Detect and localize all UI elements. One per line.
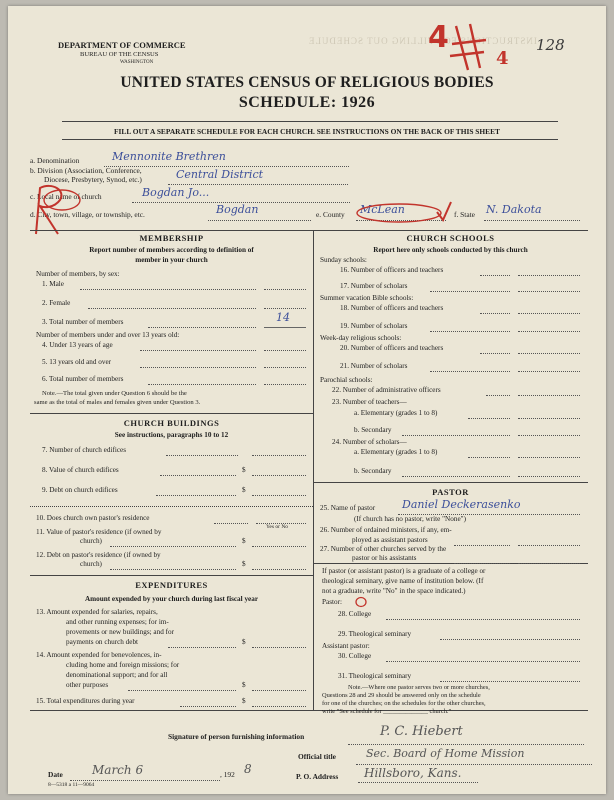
- membership-heading: MEMBERSHIP: [139, 233, 204, 243]
- summer-label: Summer vacation Bible schools:: [320, 294, 414, 302]
- q25-label: 25. Name of pastor: [320, 504, 376, 512]
- q5-leader: [140, 367, 256, 368]
- pastor-note-3: for one of the churches; on the schedules for the other churches,: [322, 700, 486, 707]
- q12-label: 12. Debt on pastor's residence (if owned by: [36, 551, 161, 559]
- q30-label: 30. College: [338, 652, 372, 660]
- q15-label: 15. Total expenditures during year: [36, 697, 135, 705]
- column-divider: [313, 230, 314, 710]
- schools-sub: Report here only schools conducted by this church: [373, 246, 528, 254]
- q12-label-2: church): [80, 560, 102, 568]
- city-town-value: Bogdan: [216, 203, 259, 216]
- bleed-through-text: INSTRUCTIONS FOR FILLING OUT SCHEDULE: [308, 36, 537, 46]
- q23b-answer: [518, 435, 580, 436]
- q7-label: 7. Number of church edifices: [42, 446, 127, 454]
- q23b-leader: [402, 435, 510, 436]
- q6-label: 6. Total number of members: [42, 375, 124, 383]
- department-label: DEPARTMENT OF COMMERCE: [58, 40, 186, 50]
- q14-label-2: cluding home and foreign missions; for: [66, 661, 180, 669]
- county-label: e. County: [316, 210, 345, 219]
- q3-label: 3. Total number of members: [42, 318, 124, 326]
- q14-answer: [252, 690, 306, 691]
- q23a-answer: [518, 418, 580, 419]
- q21-answer: [518, 371, 580, 372]
- q7-answer: [252, 455, 306, 456]
- membership-sub1: Report number of members according to definition of: [89, 246, 254, 254]
- graduate-line-2: theological seminary, give name of institution below. (If: [322, 577, 484, 585]
- handwritten-mark-4: 4: [496, 48, 509, 69]
- q12-dollar: $: [242, 560, 246, 568]
- division-line: [168, 184, 348, 185]
- q19-leader: [430, 331, 510, 332]
- q13-label: 13. Amount expended for salaries, repairs,: [36, 608, 158, 616]
- state-value: N. Dakota: [486, 203, 542, 216]
- expenditures-sub: Amount expended by your church during last fiscal year: [84, 595, 259, 603]
- city-label: WASHINGTON: [120, 60, 154, 65]
- q11-leader: [110, 546, 236, 547]
- q17-leader: [430, 291, 510, 292]
- red-county-circle-icon: [353, 200, 453, 226]
- yes-no-label: Yes or No: [266, 524, 289, 530]
- division-value: Central District: [176, 168, 264, 181]
- q24a-leader: [468, 457, 510, 458]
- expenditures-rule: [30, 575, 313, 576]
- q19-answer: [518, 331, 580, 332]
- membership-sub2: member in your church: [135, 256, 208, 264]
- q4-label: 4. Under 13 years of age: [42, 341, 113, 349]
- q15-leader: [180, 706, 236, 707]
- q23a-label: a. Elementary (grades 1 to 8): [354, 409, 438, 417]
- expenditures-heading: EXPENDITURES: [135, 580, 208, 590]
- q25-note: (If church has no pastor, write "None"): [354, 515, 466, 523]
- frame-bottom: [30, 710, 588, 711]
- q2-leader: [88, 308, 256, 309]
- po-address-value: Hillsboro, Kans.: [364, 766, 462, 780]
- division-label-2: Diocese, Presbytery, Synod, etc.): [44, 175, 142, 184]
- membership-note-2: same as the total of males and females given under Question 3.: [34, 399, 201, 406]
- q16-leader: [480, 275, 510, 276]
- city-town-label: d. City, town, village, or township, etc.: [30, 210, 145, 219]
- signature-value: P. C. Hiebert: [380, 724, 463, 739]
- q14-label: 14. Amount expended for benevolences, in-: [36, 651, 162, 659]
- signature-label: Signature of person furnishing information: [168, 732, 305, 741]
- q16-answer: [518, 275, 580, 276]
- q24-label: 24. Number of scholars—: [332, 438, 407, 446]
- membership-note-1: Note.—The total given under Question 6 should be the: [42, 390, 187, 397]
- q28-label: 28. College: [338, 610, 372, 618]
- local-name-label: c. Local name of church: [30, 192, 102, 201]
- instruction-line: FILL OUT A SEPARATE SCHEDULE FOR EACH CHURCH. SEE INSTRUCTIONS ON THE BACK OF THIS SHEET: [114, 127, 500, 136]
- q2-label: 2. Female: [42, 299, 71, 307]
- q16-label: 16. Number of officers and teachers: [340, 266, 444, 274]
- division-label: b. Division (Association, Conference,: [30, 166, 142, 175]
- q13-label-3: provements or new buildings; and for: [66, 628, 174, 636]
- signature-line: [348, 744, 584, 745]
- pastor-rule: [313, 482, 588, 483]
- buildings-sub: See instructions, paragraphs 10 to 12: [114, 431, 229, 439]
- pastor-note-4: write "See schedule for ______________ church.": [322, 708, 452, 715]
- q25-value: Daniel Deckerasenko: [402, 498, 521, 511]
- q28-line: [386, 619, 580, 620]
- q18-label: 18. Number of officers and teachers: [340, 304, 444, 312]
- q11-label: 11. Value of pastor's residence (if owned by: [36, 528, 162, 536]
- q1-label: 1. Male: [42, 280, 64, 288]
- q1-answer: [264, 289, 306, 290]
- q23-label: 23. Number of teachers—: [332, 398, 407, 406]
- official-title-label: Official title: [298, 752, 336, 761]
- q7-leader: [166, 455, 238, 456]
- graduate-line-3: not a graduate, write "No" in the space indicated.): [322, 587, 466, 595]
- q18-leader: [480, 313, 510, 314]
- q21-label: 21. Number of scholars: [340, 362, 408, 370]
- q12-answer: [252, 569, 306, 570]
- date-value: March 6: [92, 763, 144, 777]
- q20-leader: [480, 353, 510, 354]
- q23b-label: b. Secondary: [354, 426, 392, 434]
- q17-label: 17. Number of scholars: [340, 282, 408, 290]
- state-line: [484, 220, 580, 221]
- weekday-label: Week-day religious schools:: [320, 334, 402, 342]
- q26-leader: [454, 545, 510, 546]
- q21-leader: [430, 371, 510, 372]
- schools-heading: CHURCH SCHOOLS: [406, 233, 495, 243]
- buildings-rule: [30, 413, 313, 414]
- q4-leader: [140, 350, 256, 351]
- q18-answer: [518, 313, 580, 314]
- q6-leader: [148, 384, 256, 385]
- year-value: 8: [244, 762, 252, 776]
- q8-answer: [252, 475, 306, 476]
- asst-pastor-label: Assistant pastor:: [322, 642, 370, 650]
- state-label: f. State: [454, 210, 475, 219]
- q20-label: 20. Number of officers and teachers: [340, 344, 444, 352]
- parochial-label: Parochial schools:: [320, 376, 373, 384]
- buildings-sub-rule: [30, 506, 313, 507]
- q24a-answer: [518, 457, 580, 458]
- q17-answer: [518, 291, 580, 292]
- q5-label: 5. 13 years old and over: [42, 358, 112, 366]
- q27-label: 27. Number of other churches served by the: [320, 545, 447, 553]
- q15-answer: [252, 706, 306, 707]
- q5-answer: [264, 367, 306, 368]
- pastor-note-1: Note.—Where one pastor serves two or more churches,: [348, 684, 490, 691]
- handwritten-number-128: 128: [536, 36, 565, 54]
- q27-answer: [518, 563, 580, 564]
- schedule-title: SCHEDULE: 1926: [238, 94, 376, 111]
- year-prefix: , 192: [220, 770, 235, 779]
- q8-label: 8. Value of church edifices: [42, 466, 119, 474]
- under-over-label: Number of members under and over 13 years old:: [36, 331, 180, 339]
- q10-label: 10. Does church own pastor's residence: [36, 514, 150, 522]
- q24b-label: b. Secondary: [354, 467, 392, 475]
- pastor-heading: PASTOR: [432, 487, 469, 497]
- q9-leader: [156, 495, 236, 496]
- q22-leader: [486, 395, 510, 396]
- denomination-label: a. Denomination: [30, 156, 80, 165]
- q24b-leader: [402, 476, 510, 477]
- red-circle-mark-icon: [354, 596, 368, 608]
- form-code: 8—5318 a 11—9064: [48, 782, 95, 788]
- q13-label-4: payments on church debt: [66, 638, 139, 646]
- census-schedule-sheet: [8, 6, 606, 794]
- q13-label-2: and other running expenses; for im-: [66, 618, 169, 626]
- q26-label-2: ployed as assistant pastors: [352, 536, 428, 544]
- q3-leader: [148, 327, 256, 328]
- q11-label-2: church): [80, 537, 102, 545]
- q29-line: [440, 639, 580, 640]
- q14-dollar: $: [242, 681, 246, 689]
- red-scribble-icon: [448, 20, 488, 74]
- q27-label-2: pastor or his assistants: [352, 554, 417, 562]
- po-address-line: [358, 782, 478, 783]
- q14-label-4: other purposes: [66, 681, 109, 689]
- q19-label: 19. Number of scholars: [340, 322, 408, 330]
- q15-dollar: $: [242, 697, 246, 705]
- q11-answer: [252, 546, 306, 547]
- official-title-line: [356, 764, 592, 765]
- denomination-value: Mennonite Brethren: [112, 150, 226, 163]
- q13-dollar: $: [242, 638, 246, 646]
- city-town-line: [208, 220, 311, 221]
- q8-leader: [160, 475, 236, 476]
- q31-line: [440, 681, 580, 682]
- q8-dollar: $: [242, 466, 246, 474]
- q9-label: 9. Debt on church edifices: [42, 486, 118, 494]
- pastor-note-2: Questions 28 and 29 should be answered only on the schedule: [322, 692, 481, 699]
- official-title-value: Sec. Board of Home Mission: [366, 747, 525, 760]
- local-name-value: Bogdan Jo...: [142, 186, 210, 199]
- sunday-label: Sunday schools:: [320, 256, 367, 264]
- date-line: [70, 780, 220, 781]
- q20-answer: [518, 353, 580, 354]
- buildings-heading: CHURCH BUILDINGS: [123, 418, 220, 428]
- q24b-answer: [518, 476, 580, 477]
- form-title: UNITED STATES CENSUS OF RELIGIOUS BODIES: [120, 74, 494, 91]
- q26-label: 26. Number of ordained ministers, if any, em-: [320, 526, 452, 534]
- rule-bottom: [62, 139, 558, 140]
- q2-answer: [264, 308, 306, 309]
- q26-answer: [518, 545, 580, 546]
- q3-value: 14: [276, 311, 290, 324]
- q27-leader: [454, 563, 510, 564]
- q31-label: 31. Theological seminary: [338, 672, 412, 680]
- q14-leader: [128, 690, 236, 691]
- q23a-leader: [468, 418, 510, 419]
- q1-leader: [80, 289, 256, 290]
- by-sex-label: Number of members, by sex:: [36, 270, 120, 278]
- bureau-label: BUREAU OF THE CENSUS: [80, 51, 159, 58]
- q22-label: 22. Number of administrative officers: [332, 386, 441, 394]
- po-address-label: P. O. Address: [296, 772, 339, 781]
- q6-answer: [264, 384, 306, 385]
- q29-label: 29. Theological seminary: [338, 630, 412, 638]
- pastor-sub-label: Pastor:: [322, 598, 342, 606]
- graduate-line-1: If pastor (or assistant pastor) is a graduate of a college or: [322, 567, 486, 575]
- q13-answer: [252, 647, 306, 648]
- red-cross-mark: 4: [428, 20, 449, 55]
- q9-answer: [252, 495, 306, 496]
- q14-label-3: denominational support; and for all: [66, 671, 168, 679]
- q30-line: [386, 661, 580, 662]
- q22-answer: [518, 395, 580, 396]
- county-value: McLean: [360, 203, 405, 216]
- date-label: Date: [48, 770, 63, 779]
- q11-dollar: $: [242, 537, 246, 545]
- q9-dollar: $: [242, 486, 246, 494]
- q10-leader: [214, 523, 248, 524]
- q24a-label: a. Elementary (grades 1 to 8): [354, 448, 438, 456]
- rule-top: [62, 121, 558, 122]
- q4-answer: [264, 350, 306, 351]
- frame-top: [30, 230, 588, 231]
- q13-leader: [168, 647, 236, 648]
- q3-answer: [264, 327, 306, 328]
- q12-leader: [110, 569, 236, 570]
